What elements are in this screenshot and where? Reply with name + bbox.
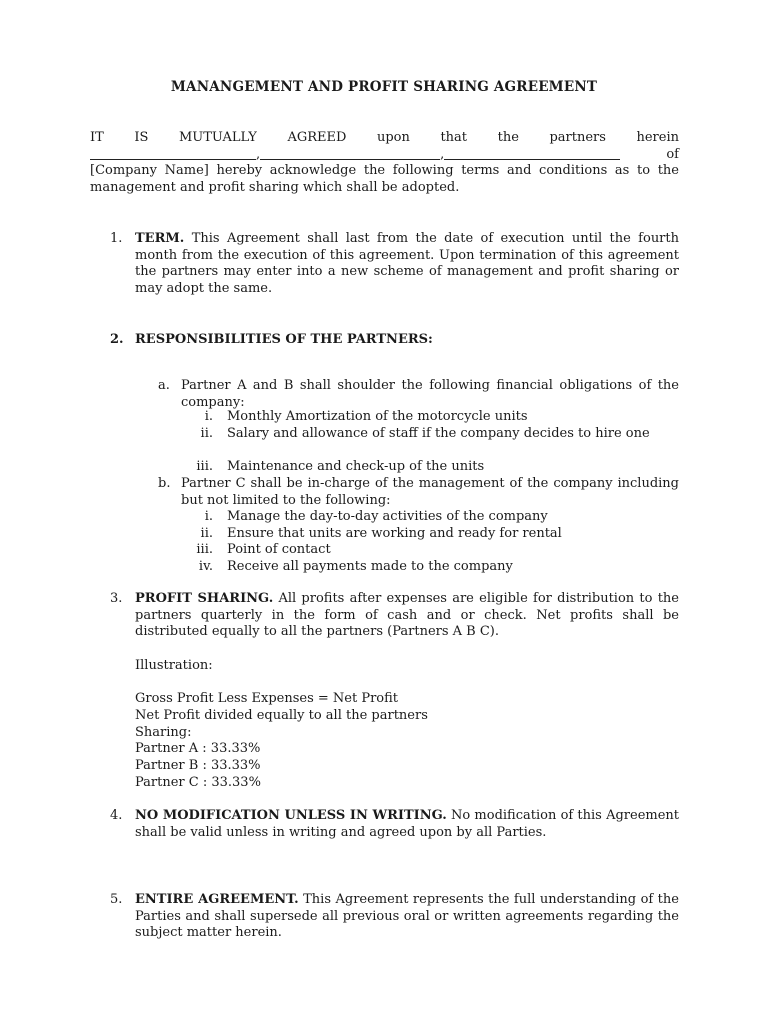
section-heading: RESPONSIBILITIES OF THE PARTNERS:	[135, 332, 433, 347]
roman-text: Receive all payments made to the company	[227, 559, 513, 574]
intro-word: IS	[134, 130, 149, 145]
subitem-label: b.	[158, 476, 171, 491]
illustration-line: Sharing:	[135, 725, 192, 740]
intro-of: of	[666, 146, 679, 162]
roman-text: Salary and allowance of staff if the company decides to hire one	[227, 426, 650, 441]
section-body	[135, 808, 679, 841]
section-number: 2.	[110, 332, 124, 347]
section-text: This Agreement shall last from the date of execution until the fourth month from the execution of this agreement. Upon termination of this agreement the partners may enter into a new scheme of management and profit sharing or may adopt the same.	[135, 231, 679, 297]
roman-text: Manage the day-to-day activities of the company	[227, 509, 548, 524]
section-text: No modification of this Agreement shall be valid unless in writing and agreed upon by all Parties.	[135, 808, 680, 840]
illustration-line: Partner C : 33.33%	[135, 775, 261, 790]
roman-label: iii.	[196, 459, 213, 474]
comma: ,	[256, 146, 261, 162]
section-heading: ENTIRE AGREEMENT.	[135, 892, 299, 907]
roman-label: iii.	[196, 542, 213, 557]
intro-word: AGREED	[287, 130, 347, 145]
roman-text: Monthly Amortization of the motorcycle units	[227, 409, 528, 424]
intro-word: partners	[549, 130, 606, 145]
section-number: 1.	[110, 231, 123, 246]
intro-paragraph	[90, 130, 679, 197]
comma: ,	[440, 146, 445, 162]
intro-rest: [Company Name] hereby acknowledge the following terms and conditions as to the management and profit sharing which shall be adopted.	[90, 163, 679, 196]
section-text: All profits after expenses are eligible for distribution to the partners quarterly in the form of cash and or check. Net profits shall be distributed equally to all the partners (Partners A B C).	[135, 591, 679, 640]
section-body	[135, 892, 679, 942]
roman-label: i.	[204, 409, 213, 424]
intro-word: that	[440, 130, 468, 145]
illustration-line: Partner B : 33.33%	[135, 758, 261, 773]
section-heading: PROFIT SHARING.	[135, 591, 274, 606]
illustration-label: Illustration:	[135, 658, 213, 673]
illustration-line: Gross Profit Less Expenses = Net Profit	[135, 691, 399, 706]
intro-word: IT	[90, 130, 104, 145]
intro-line-1	[90, 130, 679, 147]
roman-label: ii.	[200, 526, 213, 541]
roman-label: i.	[204, 509, 213, 524]
name-blank-1	[90, 147, 256, 160]
roman-text: Maintenance and check-up of the units	[227, 459, 485, 474]
intro-word: herein	[636, 130, 679, 145]
intro-word: MUTUALLY	[178, 130, 257, 145]
roman-text: Ensure that units are working and ready for rental	[227, 526, 562, 541]
section-heading: NO MODIFICATION UNLESS IN WRITING.	[135, 808, 447, 823]
roman-label: iv.	[198, 559, 213, 574]
section-number: 4.	[110, 808, 123, 823]
document-title: MANANGEMENT AND PROFIT SHARING AGREEMENT	[170, 79, 598, 95]
subitem-label: a.	[158, 378, 170, 393]
section-number: 5.	[110, 892, 123, 907]
intro-word: the	[497, 130, 519, 145]
illustration-line: Net Profit divided equally to all the partners	[135, 708, 428, 723]
subitem-text: Partner C shall be in-charge of the management of the company including but not limited to the following:	[181, 476, 679, 508]
roman-text: Point of contact	[227, 542, 331, 557]
section-text: This Agreement represents the full understanding of the Parties and shall supersede all previous oral or written agreements regarding the subject matter herein.	[135, 892, 679, 941]
section-number: 3.	[110, 591, 123, 606]
name-blank-2	[260, 147, 440, 160]
section-heading: TERM.	[135, 231, 185, 246]
intro-blanks-line	[90, 147, 679, 164]
subitem-text: Partner A and B shall shoulder the following financial obligations of the company:	[181, 378, 679, 410]
illustration-line: Partner A : 33.33%	[135, 741, 261, 756]
intro-word: upon	[376, 130, 410, 145]
name-blank-3	[444, 147, 620, 160]
section-body	[135, 231, 679, 298]
section-body	[135, 591, 679, 641]
roman-label: ii.	[200, 426, 213, 441]
